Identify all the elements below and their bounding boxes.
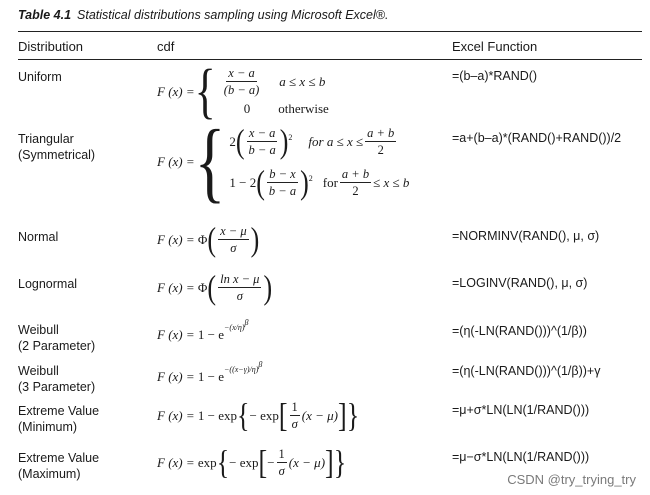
table-caption-text: Statistical distributions sampling using Microsoft Excel®. [77, 8, 389, 22]
row-uniform-name [18, 69, 62, 85]
distribution-name: Triangular [18, 132, 74, 146]
expression: exp [197, 454, 217, 470]
distribution-subname: (Minimum) [18, 420, 78, 434]
weibull3-cdf [157, 360, 263, 385]
denominator: b − a [248, 143, 276, 157]
distribution-subname: (Maximum) [18, 467, 81, 481]
inner-exp: − exp [249, 407, 279, 423]
inner-exp: − exp [229, 454, 259, 470]
row-weibull3-excel: =(η(-LN(RAND()))^(1/β))+γ [452, 364, 601, 378]
watermark: CSDN @try_trying_try [507, 472, 636, 487]
header-excel: Excel Function [452, 39, 538, 54]
fx-label: F (x) = [157, 369, 195, 384]
distribution-name: Weibull [18, 323, 59, 337]
row-lognormal-excel: =LOGINV(RAND(), μ, σ) [452, 276, 588, 290]
row-lognormal-name [18, 276, 77, 292]
numerator: x − a [228, 66, 255, 80]
weibull2-cdf [157, 318, 249, 343]
row-evmin-name [18, 403, 99, 435]
row-normal-excel: =NORMINV(RAND(), μ, σ) [452, 229, 600, 243]
row-triangular-excel: =a+(b–a)*(RAND()+RAND())/2 [452, 131, 622, 145]
numerator: 1 [291, 400, 298, 414]
phi-symbol: Φ [197, 231, 208, 247]
row-evmax-excel: =μ−σ*LN(LN(1/RAND())) [452, 450, 590, 464]
tail-term: (x − μ) [288, 454, 326, 470]
beta-exponent: β [244, 318, 249, 327]
row-weibull2-excel: =(η(-LN(RAND()))^(1/β)) [452, 324, 587, 338]
header-cdf: cdf [157, 39, 175, 54]
condition-prefix: for [322, 174, 338, 190]
distribution-name: Extreme Value [18, 404, 100, 418]
fx-label: F (x) = [157, 83, 195, 99]
row-evmax-name [18, 450, 99, 482]
table-label: Table 4.1 [18, 8, 72, 22]
numerator: a + b [367, 126, 395, 140]
fx-label: F (x) = [157, 231, 195, 247]
row-weibull3-name [18, 363, 95, 395]
exponent: 2 [288, 133, 293, 142]
fx-label: F (x) = [157, 154, 195, 169]
denominator: (b − a) [223, 83, 260, 97]
bracket-open: [ [258, 443, 268, 481]
left-brace: { [194, 111, 226, 211]
exponent: 2 [308, 174, 313, 183]
distribution-name: Extreme Value [18, 451, 100, 465]
bracket-open: [ [278, 396, 288, 434]
numerator: x − a [248, 126, 276, 140]
distribution-subname: (Symmetrical) [18, 148, 96, 162]
header-rule [18, 59, 642, 60]
fx-label: F (x) = [157, 454, 195, 470]
table-caption [18, 8, 388, 22]
top-rule [18, 31, 642, 32]
denominator: 2 [377, 143, 384, 157]
denominator: 2 [352, 184, 359, 198]
condition: for a ≤ x ≤ [308, 133, 364, 149]
distribution-name: Uniform [18, 70, 62, 84]
expression: 1 − e [197, 327, 225, 342]
denominator: σ [291, 417, 298, 431]
bracket-close: ] [325, 443, 334, 481]
paren-close: ) [300, 163, 309, 201]
distribution-subname: (3 Parameter) [18, 380, 96, 394]
phi-symbol: Φ [197, 279, 208, 295]
cases [220, 66, 329, 117]
uniform-cdf [157, 56, 329, 126]
row-uniform-excel: =(b–a)*RAND() [452, 69, 538, 83]
numerator: x − μ [220, 224, 247, 238]
coefficient: 2 [229, 133, 236, 149]
tail-term: (x − μ) [301, 407, 339, 423]
distribution-name: Lognormal [18, 277, 78, 291]
distribution-name: Normal [18, 230, 59, 244]
paren-close: ) [279, 122, 289, 160]
lognormal-cdf [157, 268, 273, 306]
fraction [222, 66, 262, 97]
numerator: b − x [269, 167, 296, 181]
condition: a ≤ x ≤ b [279, 73, 326, 89]
condition-suffix: ≤ x ≤ b [373, 174, 410, 190]
numerator: ln x − μ [220, 272, 260, 286]
evmin-cdf [157, 396, 360, 434]
brace-open: { [237, 396, 250, 434]
exponent: −((x−γ)/η) [224, 365, 259, 374]
paren-open: ( [207, 220, 217, 258]
brace-close: } [346, 396, 360, 434]
left-brace: { [194, 56, 216, 126]
row-triangular-name [18, 131, 95, 163]
row-evmin-excel: =μ+σ*LN(LN(1/RAND())) [452, 403, 590, 417]
fx-label: F (x) = [157, 279, 195, 295]
row-normal-name [18, 229, 58, 245]
expression: 1 − exp [197, 407, 238, 423]
distribution-name: Weibull [18, 364, 59, 378]
cases [229, 122, 410, 201]
row-weibull2-name [18, 322, 95, 354]
evmax-cdf: F (x) = exp { − exp [ − $\frac{1}{\sigma}$ (x − μ) ] } [157, 443, 347, 481]
denominator: σ [236, 289, 243, 303]
bracket-close: ] [338, 396, 347, 434]
coefficient: 1 − 2 [229, 174, 257, 190]
expression: 1 − e [197, 369, 225, 384]
brace-close: } [333, 443, 347, 481]
fx-label: F (x) = [157, 407, 195, 423]
paren-open: ( [207, 268, 217, 306]
paren-close: ) [250, 220, 260, 258]
exponent: −(x/η) [224, 323, 245, 332]
denominator: σ [278, 464, 285, 478]
distribution-subname: (2 Parameter) [18, 339, 96, 353]
denominator: b − a [268, 184, 297, 198]
normal-cdf [157, 220, 260, 258]
denominator: σ [230, 241, 237, 255]
header-distribution: Distribution [18, 39, 84, 54]
numerator: 1 [278, 447, 285, 461]
numerator: a + b [341, 167, 370, 181]
fx-label: F (x) = [157, 327, 195, 342]
paren-open: ( [235, 122, 245, 160]
beta-exponent: β [258, 360, 263, 369]
condition: otherwise [278, 101, 329, 116]
triangular-cdf [157, 111, 410, 211]
zero-value: 0 [243, 101, 251, 116]
paren-open: ( [256, 163, 265, 201]
brace-open: { [216, 443, 230, 481]
paren-close: ) [263, 268, 273, 306]
